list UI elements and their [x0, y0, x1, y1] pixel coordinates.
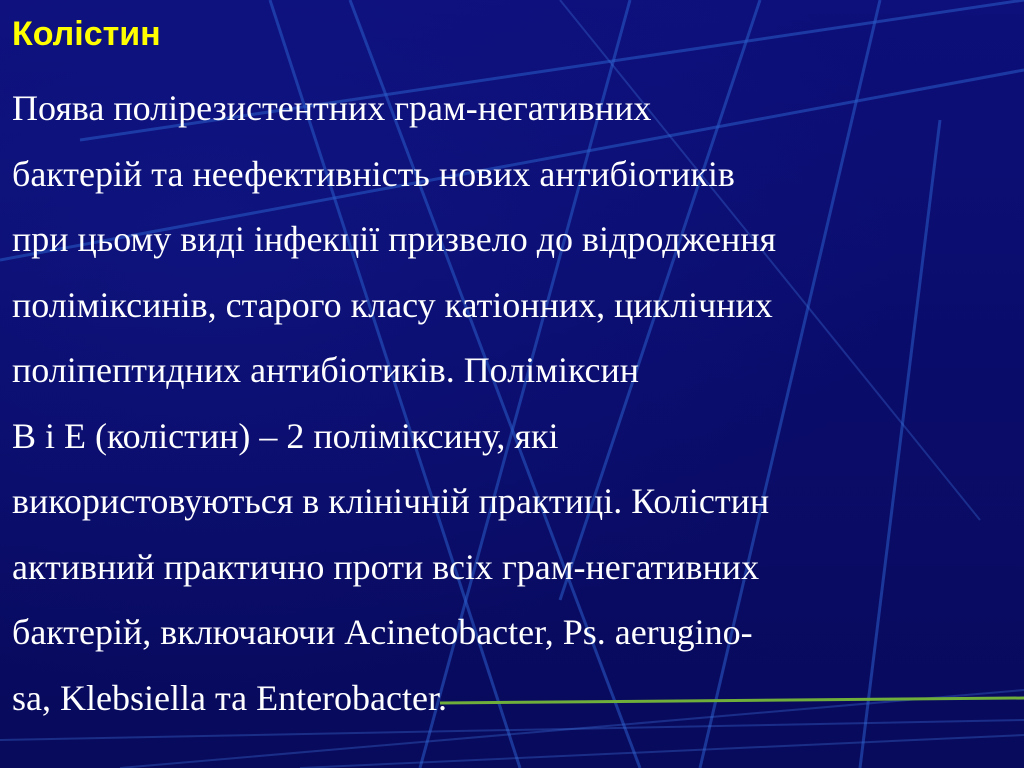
body-line: активний практично проти всіх грам-негативних	[12, 546, 760, 587]
body-line: при цьому виді інфекції призвело до відродження	[12, 219, 777, 259]
body-line: поліпептидних антибіотиків. Поліміксин	[12, 350, 640, 390]
body-line: Поява полірезистентних грам-негативних	[12, 88, 652, 128]
body-line: поліміксинів, старого класу катіонних, циклічних	[12, 284, 773, 325]
slide-body	[12, 76, 1012, 731]
body-line: sa, Klebsiella та Enterobacter.	[12, 677, 447, 718]
body-line: бактерій та неефективність нових антибіотиків	[12, 153, 735, 194]
slide-title: Колістин	[12, 15, 161, 53]
body-line: B і Е (колістин) – 2 поліміксину, які	[12, 415, 559, 456]
body-line: бактерій, включаючи Acinetobacter, Ps. aerugino-	[12, 612, 753, 652]
body-line: використовуються в клінічній практиці. Колістин	[12, 481, 770, 521]
